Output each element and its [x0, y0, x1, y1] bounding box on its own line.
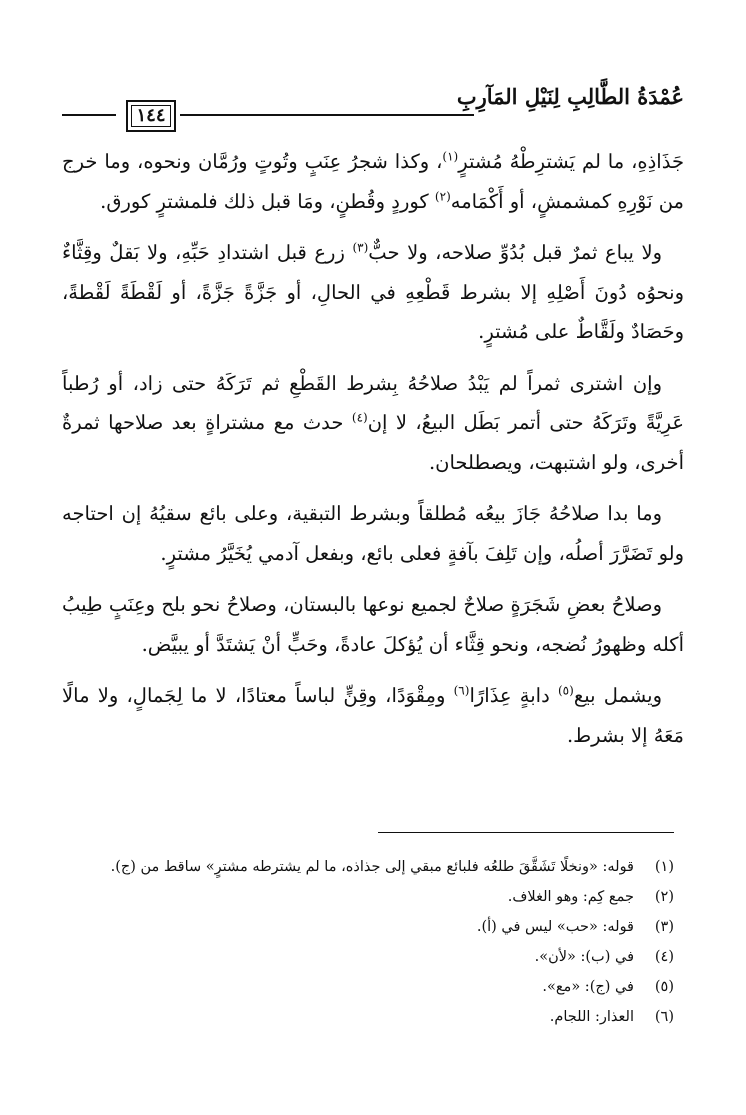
- paragraph: وصلاحُ بعضِ شَجَرَةٍ صلاحٌ لجميع نوعها بالبستان، وصلاحُ نحو بلح وعِنَبٍ طِيبُ أكله وظهورُ نُضجه، ونحو قِثَّاء أن يُؤكلَ عادةً، وحَبٍّ أنْ يَشتَدَّ أو يبيَّض.: [62, 593, 684, 656]
- footnote-item: (٣)قوله: «حب» ليس في (أ).: [476, 919, 674, 935]
- header-rule-left: [62, 114, 116, 116]
- paragraph: وما بدا صلاحُهُ جَازَ بيعُه مُطلقاً وبشرط التبقية، وعلى بائع سقيُهُ إن احتاجه ولو تَضَرَّرَ أصلُه، وإن تَلِفَ بآفةٍ فعلى بائع، وبفعل آدمي يُخَيَّرُ مشترٍ.: [62, 502, 684, 565]
- paragraph: ويشمل بيع$^{(٥)}$ دابةٍ عِذَارًا$^{(٦)}$ ومِقْوَدًا، وقِنٍّ لباساً معتادًا، لا ما لِجَمالٍ، ولا مالًا مَعَهُ إلا بشرط.: [62, 683, 684, 747]
- header-rule: [180, 114, 474, 116]
- running-title: عُمْدَةُ الطَّالِبِ لِنَيْلِ المَآرِبِ: [456, 84, 684, 109]
- footnote-item: (٦)العذار: اللجام.: [549, 1009, 674, 1025]
- footnote-item: (١)قوله: «ونخلًا تَشَقَّقَ طلعُه فلبائع مبقي إلى جذاذه، ما لم يشترطه مشترٍ» ساقط من (ج).: [110, 859, 674, 875]
- footnote-item: (٢)جمع كِم: وهو الغلاف.: [507, 889, 674, 905]
- main-text: [62, 142, 684, 767]
- paragraph: جَذَاذِهِ، ما لم يَشترِطْهُ مُشترٍ$^{(١)}$، وكذا شجرُ عِنَبٍ وتُوتٍ ورُمَّان ونحوه، وما خرج من نَوْرِهِ كمشمشٍ، أو أَكْمَامه$^{(٢)}$ كوردٍ وقُطنٍ، ومَا قبل ذلك فلمشترٍ كورق.: [62, 149, 684, 213]
- page-number-box: [126, 100, 176, 132]
- page-number: ١٤٤: [131, 105, 171, 127]
- footnote-item: (٥)في (ج): «مع».: [542, 979, 674, 995]
- paragraph: وإن اشترى ثمراً لم يَبْدُ صلاحُهُ بِشرط القَطْعِ ثم تَرَكَهُ حتى زاد، أو رُطباً عَرِيَّةً وتَرَكَهُ حتى أتمر بَطَل البيعُ، لا إن$^{(٤)}$ حدث مع مشتراةٍ بعد صلاحها ثمرةٌ أخرى، ولو اشتبهت، ويصطلحان.: [62, 371, 684, 474]
- paragraph: ولا يباع ثمرٌ قبل بُدُوِّ صلاحه، ولا حبٌّ$^{(٣)}$ زرع قبل اشتدادِ حَبِّهِ، ولا بَقلٌ وقِثَّاءٌ ونحوُه دُونَ أَصْلِهِ إلا بشرط قَطْعِهِ في الحالِ، أو جَزَّةً جَزَّةً، أو لَقْطَةً لَقْطةً، وحَصَادٌ ولَقَّاطٌ على مُشترٍ.: [62, 240, 684, 343]
- page-header: [62, 78, 684, 128]
- footnote-separator: [378, 832, 674, 833]
- footnotes: [62, 852, 674, 1032]
- footnote-item: (٤)في (ب): «لأن».: [534, 949, 674, 965]
